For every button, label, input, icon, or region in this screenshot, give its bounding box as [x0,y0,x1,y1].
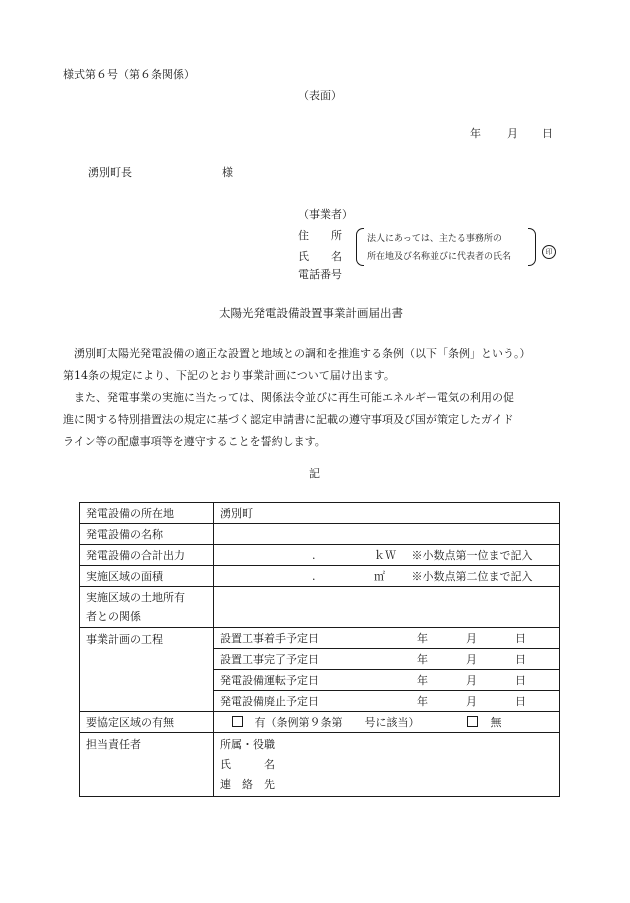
date-day-label: 日 [542,127,553,140]
schedule-year: 年 [417,695,428,708]
output-note: ※小数点第一位まで記入 [411,549,533,562]
applicant-heading: （事業者） [298,208,353,221]
schedule-month: 月 [466,674,477,687]
date-year-label: 年 [470,127,481,140]
paragraph2-line2: 進に関する特別措置法の規定に基づく認定申請書に記載の遵守事項及び国が策定したガイド [63,413,514,426]
output-value[interactable] [214,545,560,566]
schedule-day: 日 [515,632,526,645]
area-decimal-point: . [312,570,316,583]
applicant-name-label: 氏 名 [298,250,342,263]
output-decimal-point: . [312,549,316,562]
schedule-month: 月 [466,653,477,666]
seal-mark: 印 [542,245,556,259]
schedule-item-label: 発電設備運転予定日 [220,674,319,687]
contact-dept-label: 所属・役職 [220,738,275,751]
equipment-name-label: 発電設備の名称 [80,524,214,545]
row-consult-area [80,712,560,733]
body-paragraphs [63,343,563,453]
schedule-label: 事業計画の工程 [80,628,214,712]
schedule-row[interactable] [214,691,560,712]
document-title: 太陽光発電設備設置事業計画届出書 [219,306,403,320]
location-label: 発電設備の所在地 [80,503,214,524]
schedule-month: 月 [466,632,477,645]
details-table [79,502,560,797]
landowner-value[interactable] [214,587,560,628]
schedule-row[interactable] [214,670,560,691]
schedule-row[interactable] [214,649,560,670]
consult-options [214,712,560,733]
consult-no-checkbox[interactable] [467,716,478,727]
addressee-name: 湧別町長 [88,166,132,179]
contact-label: 担当責任者 [80,733,214,797]
row-output [80,545,560,566]
output-label: 発電設備の合計出力 [80,545,214,566]
applicant-note-line1: 法人にあっては、主たる事務所の [367,234,502,244]
applicant-note-line2: 所在地及び名称並びに代表者の氏名 [367,252,512,262]
schedule-day: 日 [515,695,526,708]
paragraph2-line3: ライン等の配慮事項等を遵守することを誓約します。 [63,435,326,448]
contact-tel-label: 連 絡 先 [220,778,275,791]
area-value[interactable] [214,566,560,587]
equipment-name-value[interactable] [214,524,560,545]
contact-name-label: 氏 名 [220,758,275,771]
paragraph1-line1: 湧別町太陽光発電設備の適正な設置と地域との調和を推進する条例（以下「条例」という。） [74,347,531,360]
addressee-honorific: 様 [222,166,233,179]
note-bracket-right [528,228,536,266]
applicant-address-label: 住 所 [298,229,342,242]
side-label: （表面） [298,89,342,102]
landowner-label-line1: 実施区域の土地所有 [86,591,185,604]
schedule-year: 年 [417,674,428,687]
paragraph2-line1: また、発電事業の実施に当たっては、関係法令並びに再生可能エネルギー電気の利用の促 [74,391,514,404]
consult-no-label: 無 [490,716,502,729]
row-landowner [80,587,560,628]
area-unit: ㎡ [374,570,385,583]
schedule-month: 月 [466,695,477,708]
output-unit: ｋＷ [374,549,396,562]
applicant-phone-label: 電話番号 [298,268,342,281]
consult-yes-label: 有（条例第９条第 号に該当） [254,716,420,729]
row-contact [80,733,560,797]
date-month-label: 月 [507,127,518,140]
row-equipment-name [80,524,560,545]
schedule-day: 日 [515,674,526,687]
schedule-year: 年 [417,632,428,645]
row-location [80,503,560,524]
landowner-label-line2: 者との関係 [86,610,141,623]
form-number: 様式第６号（第６条関係） [63,68,195,81]
contact-fields[interactable] [214,733,560,797]
landowner-label [80,587,214,628]
schedule-item-label: 設置工事完了予定日 [220,653,319,666]
consult-label: 要協定区域の有無 [80,712,214,733]
area-label: 実施区域の面積 [80,566,214,587]
paragraph1-line2: 第14条の規定により、下記のとおり事業計画について届け出ます。 [63,369,395,382]
schedule-item-label: 発電設備廃止予定日 [220,695,319,708]
schedule-row[interactable] [214,628,560,649]
row-area [80,566,560,587]
schedule-day: 日 [515,653,526,666]
area-note: ※小数点第二位まで記入 [411,570,533,583]
schedule-item-label: 設置工事着手予定日 [220,632,319,645]
schedule-year: 年 [417,653,428,666]
location-value[interactable]: 湧別町 [214,503,560,524]
consult-yes-checkbox[interactable] [232,716,243,727]
row-schedule-1 [80,628,560,649]
note-bracket-left [356,228,364,266]
ki-heading: 記 [309,467,320,480]
